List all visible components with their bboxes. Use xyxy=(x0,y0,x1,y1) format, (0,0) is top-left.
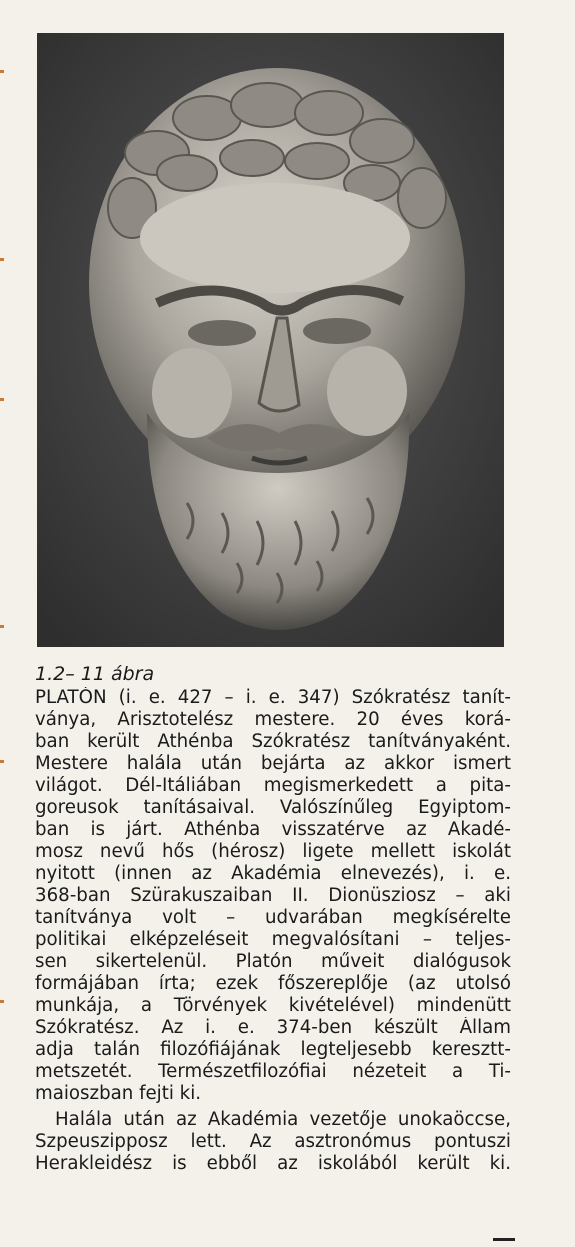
caption-line: Halála után az Akadémia vezetője unokaöccse, xyxy=(55,1109,511,1130)
scan-edge-mark xyxy=(0,398,4,401)
caption-line: Szpeuszipposz lett. Az asztronómus pontuszi xyxy=(35,1131,511,1152)
caption-line: mosz nevű hős (hérosz) ligete mellett iskolát xyxy=(35,841,511,862)
scan-edge-mark xyxy=(0,760,4,763)
caption-paragraph-1 xyxy=(35,687,511,1105)
plato-bust-photo xyxy=(37,33,504,647)
caption-line: 368-ban Szürakuszaiban II. Dionüsziosz – aki xyxy=(35,885,511,906)
caption-line: ban került Athénba Szókratész tanítványaként. xyxy=(35,731,511,752)
caption-line: PLATÓN (i. e. 427 – i. e. 347) Szókratész tanít- xyxy=(35,687,511,708)
scan-edge-mark xyxy=(0,625,4,628)
caption-line: sen sikertelenül. Platón műveit dialógusok xyxy=(35,951,511,972)
caption-line: ban is járt. Athénba visszatérve az Akadé- xyxy=(35,819,511,840)
caption-paragraph-2 xyxy=(35,1109,511,1175)
caption-line: nyitott (innen az Akadémia elnevezés), i. e. xyxy=(35,863,511,884)
scan-edge-mark xyxy=(0,70,4,73)
plato-bust-illustration xyxy=(37,33,504,647)
caption-line: munkája, a Törvények kivételével) mindenütt xyxy=(35,995,511,1016)
caption-line: ványa, Arisztotelész mestere. 20 éves korá- xyxy=(35,709,511,730)
figure-label: 1.2– 11 ábra xyxy=(35,663,155,685)
caption-line: tanítványa volt – udvarában megkísérelte xyxy=(35,907,511,928)
caption-line: maioszban fejti ki. xyxy=(35,1083,202,1104)
caption-block xyxy=(35,663,511,1175)
caption-line: metszetét. Természetfilozófiai nézeteit a Ti- xyxy=(35,1061,511,1082)
caption-line: Szókratész. Az i. e. 374-ben készült Állam xyxy=(35,1017,511,1038)
caption-line: Mestere halála után bejárta az akkor ismert xyxy=(35,753,511,774)
caption-line: világot. Dél-Itáliában megismerkedett a pita- xyxy=(35,775,511,796)
caption-line: formájában írta; ezek főszereplője (az utolsó xyxy=(35,973,511,994)
caption-line: politikai elképzeléseit megvalósítani – teljes- xyxy=(35,929,511,950)
caption-line: goreusok tanításaival. Valószínűleg Egyiptom- xyxy=(35,797,511,818)
scan-edge-mark xyxy=(0,258,4,261)
page-corner-mark xyxy=(493,1238,515,1241)
scan-edge-mark xyxy=(0,1000,4,1003)
caption-line: adja talán filozófiájának legteljesebb keresztt- xyxy=(35,1039,511,1060)
caption-line: Herakleidész is ebből az iskolából került ki. xyxy=(35,1153,511,1174)
